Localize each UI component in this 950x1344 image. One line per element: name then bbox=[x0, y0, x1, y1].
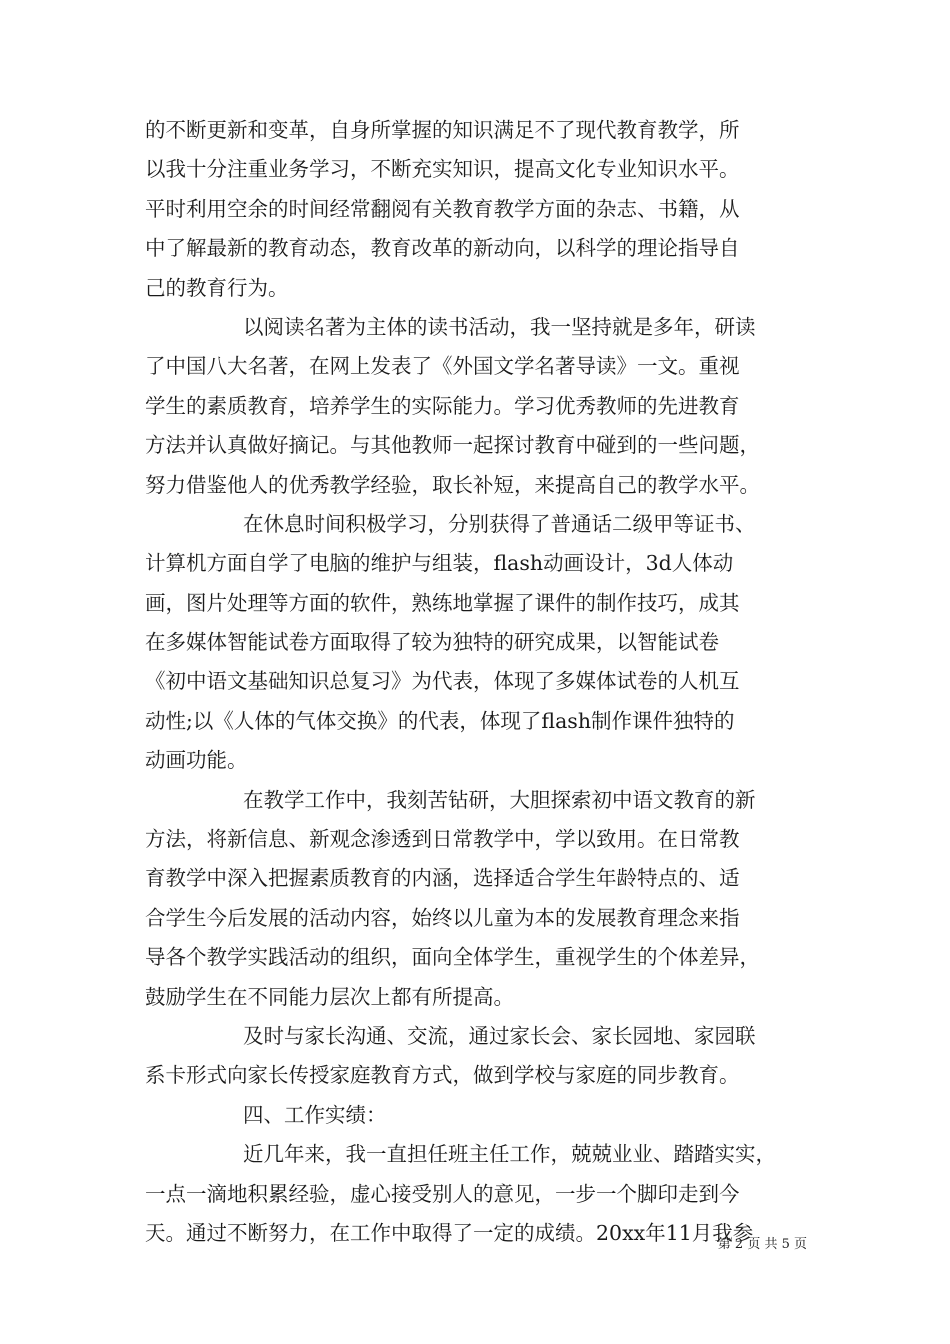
text-line: 在休息时间积极学习，分别获得了普通话二级甲等证书、 bbox=[243, 511, 756, 536]
text-line: 系卡形式向家长传授家庭教育方式，做到学校与家庭的同步教育。 bbox=[145, 1063, 740, 1088]
paragraph-3 bbox=[145, 505, 835, 781]
text-line: 合学生今后发展的活动内容，始终以儿童为本的发展教育理念来指 bbox=[145, 905, 740, 930]
text-line: 以我十分注重业务学习，不断充实知识，提高文化专业知识水平。 bbox=[145, 157, 740, 182]
text-line: 鼓励学生在不同能力层次上都有所提高。 bbox=[145, 984, 514, 1009]
paragraph-4 bbox=[145, 781, 835, 1017]
text-line: 《初中语文基础知识总复习》为代表，体现了多媒体试卷的人机互 bbox=[145, 669, 740, 694]
text-line: 在教学工作中，我刻苦钻研，大胆探索初中语文教育的新 bbox=[243, 787, 756, 812]
text-line: 在多媒体智能试卷方面取得了较为独特的研究成果，以智能试卷 bbox=[145, 630, 719, 655]
text-line: 中了解最新的教育动态，教育改革的新动向，以科学的理论指导自 bbox=[145, 236, 740, 261]
text-line: 育教学中深入把握素质教育的内涵，选择适合学生年龄特点的、适 bbox=[145, 866, 740, 891]
paragraph-5 bbox=[145, 1017, 835, 1096]
text-line: 努力借鉴他人的优秀教学经验，取长补短，来提高自己的教学水平。 bbox=[145, 472, 760, 497]
text-line: 天。通过不断努力，在工作中取得了一定的成绩。20xx年11月我参 bbox=[145, 1220, 754, 1245]
paragraph-1 bbox=[145, 111, 835, 308]
text-line: 以阅读名著为主体的读书活动，我一坚持就是多年，研读 bbox=[243, 314, 756, 339]
text-line: 学生的素质教育，培养学生的实际能力。学习优秀教师的先进教育 bbox=[145, 393, 740, 418]
text-line: 近几年来，我一直担任班主任工作，兢兢业业、踏踏实实， bbox=[243, 1142, 776, 1167]
text-line: 计算机方面自学了电脑的维护与组装，flash动画设计，3d人体动 bbox=[145, 551, 734, 576]
page-number: 第 2 页 共 5 页 bbox=[717, 1237, 807, 1252]
text-line: 动性;以《人体的气体交换》的代表，体现了flash制作课件独特的 bbox=[145, 708, 735, 733]
document-body bbox=[145, 111, 835, 1253]
text-line: 导各个教学实践活动的组织，面向全体学生，重视学生的个体差异， bbox=[145, 945, 760, 970]
heading-line: 四、工作实绩： bbox=[243, 1102, 387, 1127]
text-line: 及时与家长沟通、交流，通过家长会、家长园地、家园联 bbox=[243, 1023, 756, 1048]
text-line: 了中国八大名著，在网上发表了《外国文学名著导读》一文。重视 bbox=[145, 354, 740, 379]
paragraph-2 bbox=[145, 308, 835, 505]
text-line: 方法并认真做好摘记。与其他教师一起探讨教育中碰到的一些问题， bbox=[145, 433, 760, 458]
text-line: 己的教育行为。 bbox=[145, 275, 289, 300]
text-line: 方法，将新信息、新观念渗透到日常教学中，学以致用。在日常教 bbox=[145, 827, 740, 852]
text-line: 动画功能。 bbox=[145, 748, 248, 773]
text-line: 的不断更新和变革，自身所掌握的知识满足不了现代教育教学，所 bbox=[145, 118, 740, 142]
section-heading bbox=[145, 1096, 835, 1135]
text-line: 平时利用空余的时间经常翻阅有关教育教学方面的杂志、书籍，从 bbox=[145, 196, 740, 221]
text-line: 画，图片处理等方面的软件，熟练地掌握了课件的制作技巧，成其 bbox=[145, 590, 740, 615]
text-line: 一点一滴地积累经验，虚心接受别人的意见，一步一个脚印走到今 bbox=[145, 1181, 740, 1206]
